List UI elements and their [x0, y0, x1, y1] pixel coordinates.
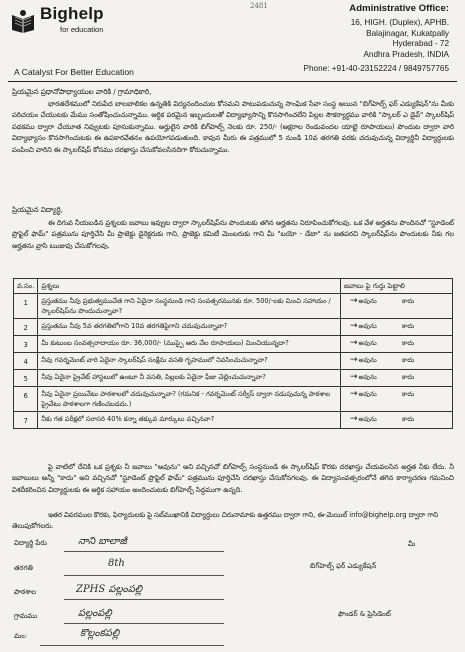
checkmark-icon: → [350, 389, 358, 399]
office-address [304, 4, 449, 74]
row-number: 5 [14, 370, 38, 387]
col-header-question: ప్రశ్నలు [38, 279, 341, 294]
district-line [40, 645, 224, 646]
answer-no-option[interactable]: కాదు [402, 297, 415, 305]
book-logo-icon [10, 8, 36, 34]
district-value[interactable]: కొల్లంకపల్లి [80, 628, 120, 639]
checkmark-icon: → [350, 338, 358, 348]
table-row [14, 294, 453, 319]
office-title: Administrative Office: [349, 3, 449, 14]
answer-no-option[interactable]: కాదు [402, 390, 415, 398]
checkmark-icon: → [350, 372, 358, 382]
yes-label: అవును [358, 339, 377, 347]
student-name-label: విద్యార్థి పేరు [14, 539, 47, 547]
answer-yes-option[interactable] [344, 372, 402, 382]
village-value[interactable]: పల్లంపల్లి [78, 608, 112, 619]
village-label: గ్రామము [14, 612, 38, 620]
question-text: ప్రస్తుతము నీవు 5వ తరగతిలోగాని 10వ తరగతిపైగాని చదువుచున్నావా? [38, 319, 341, 336]
yes-label: అవును [358, 322, 377, 330]
answer-cell [341, 353, 453, 370]
answer-cell [341, 412, 453, 429]
answer-no-option[interactable]: కాదు [402, 322, 415, 330]
table-row [14, 319, 453, 336]
school-line [64, 599, 224, 600]
closing-paragraph: పై వాటిలో దేనికి ఒక ప్రశ్నకు నీ జవాబు "అవును" అని వచ్చినచో బిగ్‌హెల్ప్ సంస్థనుండి ఈ స్కాలర్‌షిప్ కొరకు దరఖాస్తు చేయవలసిన అర్హత నీకు లేదు. నీ జవాబులు అన్నీ "కాదు" అని వచ్చినచో "స్టూడెంట్ ప్రొఫైల్ ఫామ్" పత్రమును పూర్తిచేసి దరఖాస్తు చేసుకోనగలవు. ఈ విద్యాసంవత్సరంలోనే తగిన కార్యాచరణ గమనించి విశదీకరించిన విద్యార్థులకు ఈ ఆర్థిక సహాయం అందించుటకు బిగ్‌హెల్ప్ సిద్ధముగా ఉన్నది. [12, 463, 454, 494]
class-value[interactable]: 8th [108, 558, 125, 569]
address-line: Hyderabad - 72 [392, 39, 449, 49]
answer-yes-option[interactable] [344, 338, 402, 348]
answer-cell [341, 336, 453, 353]
row-number: 6 [14, 387, 38, 412]
header-divider [8, 81, 457, 82]
answer-no-option[interactable]: కాదు [402, 339, 415, 347]
eligibility-table [13, 278, 453, 429]
student-paragraph: ఈ దిగువ నీయబడిన ప్రశ్నలకు జవాబు ఇవ్వుట ద్వారా స్కాలర్‌షిప్‌ను పొందుటకు తగిన అర్హతను నిరూపించుకోగలవు. ఒక వేళ అర్హతను పొందినచో "స్టూడెంట్ ప్రొఫైల్ ఫామ్" పత్రమును పూర్తిచేసి మీ ప్రాజెక్టు డైరెక్టరుకు గాని, ప్రాజెక్టు కమిటీ మెంబరుకు గాని మీ "బయో - డేటా" ను జతపరచి స్కాలర్‌షిప్‌ను పొందుటకు నీకు గల అర్హతను వ్రాసి ఋజువు చేసుకోగలవు. [12, 219, 454, 250]
checkmark-icon: → [350, 355, 358, 365]
table-row [14, 387, 453, 412]
table-row [14, 336, 453, 353]
salutation-student: ప్రియమైన విద్యార్థి, [12, 205, 63, 214]
brand-name: Bighelp [40, 4, 104, 23]
row-number: 1 [14, 294, 38, 319]
contact-paragraph: ఇతర వివరముల కొరకు, ఫిర్యాదులకు పై సబ్‌ముఖానికి విద్యార్థులు చిరునామాకు ఉత్తరము ద్వారా గాని, ఈ-మెయిల్ info@bighelp.org ద్వారా గాని తెలుపుకోగలరు. [12, 511, 439, 531]
col-header-answer: జవాబు పై గుర్తు పెట్టాలి [341, 279, 453, 294]
checkmark-icon: → [350, 414, 358, 424]
class-label: తరగతి [14, 564, 33, 572]
intro-paragraph: భారతదేశములో నిరుపేద బాలబాలికల ఉన్నతికి విద్యనందించుట కోసమని పాటుపడుచున్న సాంఘిక సేవా సంస్థ అయిన "బిగ్‌హెల్ప్ ఫర్ ఎడ్యుకేషన్"ను మీకు పరిచయం చేయుటకు మేము సంతోషించుచున్నాము. ఆర్థిక పరమైన ఇబ్బందులతో విద్యాభ్యాసాన్ని కొనసాగించలేని పిల్లల సౌకర్యార్థము వారికి "స్కాలర్ ఎ డైవ్" స్కాలర్‌షిప్ పథకము ద్వారా చేయూత నివ్వుటకు పూనుకున్నాము. అర్హులైన వారికి బిగ్‌హెల్ప్ నెలకు రూ. 250/- (అక్షరాల రెండువందల యాభై రూపాయలు) పొందుట ద్వారా వారి విద్యాభ్యాసం కొనసాగించుటకు ఈ ఉపకారవేతనం ఉపయోగపడుతుంది. కావున మీరు ఈ పత్రములో 5 నుండి 10వ తరగతి వరకు చదువుచున్న విద్యార్థినీ విద్యార్థులకు పంపించి వారిని ఈ స్కాలర్‌షిప్ కోసము దరఖాస్తు చేసుకోవలసినదిగా కోరుచున్నాము. [12, 100, 454, 154]
table-row [14, 353, 453, 370]
answer-yes-option[interactable] [344, 414, 402, 424]
question-text: ప్రస్తుతము నీవు ప్రభుత్వముచేత గాని ఏదైనా సంస్థనుండి గాని సంవత్సరమునకు రూ. 500/-లకు మించి సహాయం / స్కాలర్‌షిప్‌ను పొందుచున్నావా? [38, 294, 341, 319]
question-text: నీవు ఏదైనా ప్రయివేటు పాఠశాలలో చదువుచున్నావా? (గమనిక - గవర్నమెంట్ సర్వీస్ ద్వారా నడుపుచున్న పాఠశాల ప్రైవేటు పాఠశాలగా గణించబడదు.) [38, 387, 341, 412]
school-value[interactable]: ZPHS పల్లంపల్లి [76, 584, 143, 595]
table-row [14, 370, 453, 387]
question-text: నీవు గవర్నమెంట్ వారి ఏదైనా స్కాలర్‌షిప్ సంక్షేమ వసతి గృహములో నివసించుచున్నావా? [38, 353, 341, 370]
col-header-number: వ.సం. [14, 279, 38, 294]
answer-cell [341, 319, 453, 336]
address-phone: Phone: +91-40-23152224 / 9849757765 [303, 64, 449, 74]
answer-no-option[interactable]: కాదు [402, 373, 415, 381]
row-number: 2 [14, 319, 38, 336]
answer-yes-option[interactable] [344, 296, 402, 306]
page-number: 2481 [250, 2, 268, 10]
salutation-headmaster: ప్రియమైన ప్రధానోపాధ్యాయుల వారికి / గ్రామాధికారి, [12, 87, 152, 96]
answer-yes-option[interactable] [344, 355, 402, 365]
address-line: Balajinagar, Kukatpally [366, 28, 449, 38]
district-label: మం: [14, 632, 28, 640]
brand-subtitle: for education [60, 25, 104, 34]
question-text: నీవు ఏదైనా ప్రైవేట్ హాస్టలులో ఉంటూ నీ వసతి, పిల్లలకు ఏదైనా ఫీజు చెల్లించుచున్నావా? [38, 370, 341, 387]
row-number: 3 [14, 336, 38, 353]
yes-label: అవును [358, 415, 377, 423]
table-row [14, 412, 453, 429]
yes-label: అవును [358, 356, 377, 364]
answer-no-option[interactable]: కాదు [402, 356, 415, 364]
org-sign-label: బిగ్‌హెల్ప్ ఫర్ ఎడ్యుకేషన్ [310, 562, 377, 570]
question-text: మీ కుటుంబ సంవత్సరాదాయం రూ. 36,000/- (ముప్పై ఆరు వేల రూపాయలు) మించియున్నదా? [38, 336, 341, 353]
address-line: 16, HIGH. (Duplex), APHB. [350, 18, 449, 28]
answer-no-option[interactable]: కాదు [402, 415, 415, 423]
yes-label: అవును [358, 373, 377, 381]
class-line [64, 575, 224, 576]
yours-label: మీ [408, 540, 416, 548]
answer-cell [341, 370, 453, 387]
checkmark-icon: → [350, 296, 358, 306]
row-number: 7 [14, 412, 38, 429]
student-name-line [64, 551, 224, 552]
student-name-value[interactable]: నాని బాలాజీ [78, 536, 127, 547]
address-line: Andhra Pradesh, INDIA [363, 49, 449, 59]
row-number: 4 [14, 353, 38, 370]
table-header-row [14, 279, 453, 294]
founder-label: ఫౌండర్ & ప్రెసిడెంట్ [338, 610, 391, 618]
answer-cell [341, 294, 453, 319]
answer-cell [341, 387, 453, 412]
village-line [64, 623, 224, 624]
yes-label: అవును [358, 297, 377, 305]
checkmark-icon: → [350, 321, 358, 331]
yes-label: అవును [358, 390, 377, 398]
tagline: A Catalyst For Better Education [14, 67, 134, 77]
answer-yes-option[interactable] [344, 389, 402, 399]
question-text: నీకు గత పరీక్షలో సరాసరి 40% కన్నా తక్కువ మార్కులు వచ్చినవా? [38, 412, 341, 429]
school-label: పాఠశాల [14, 588, 37, 596]
answer-yes-option[interactable] [344, 321, 402, 331]
